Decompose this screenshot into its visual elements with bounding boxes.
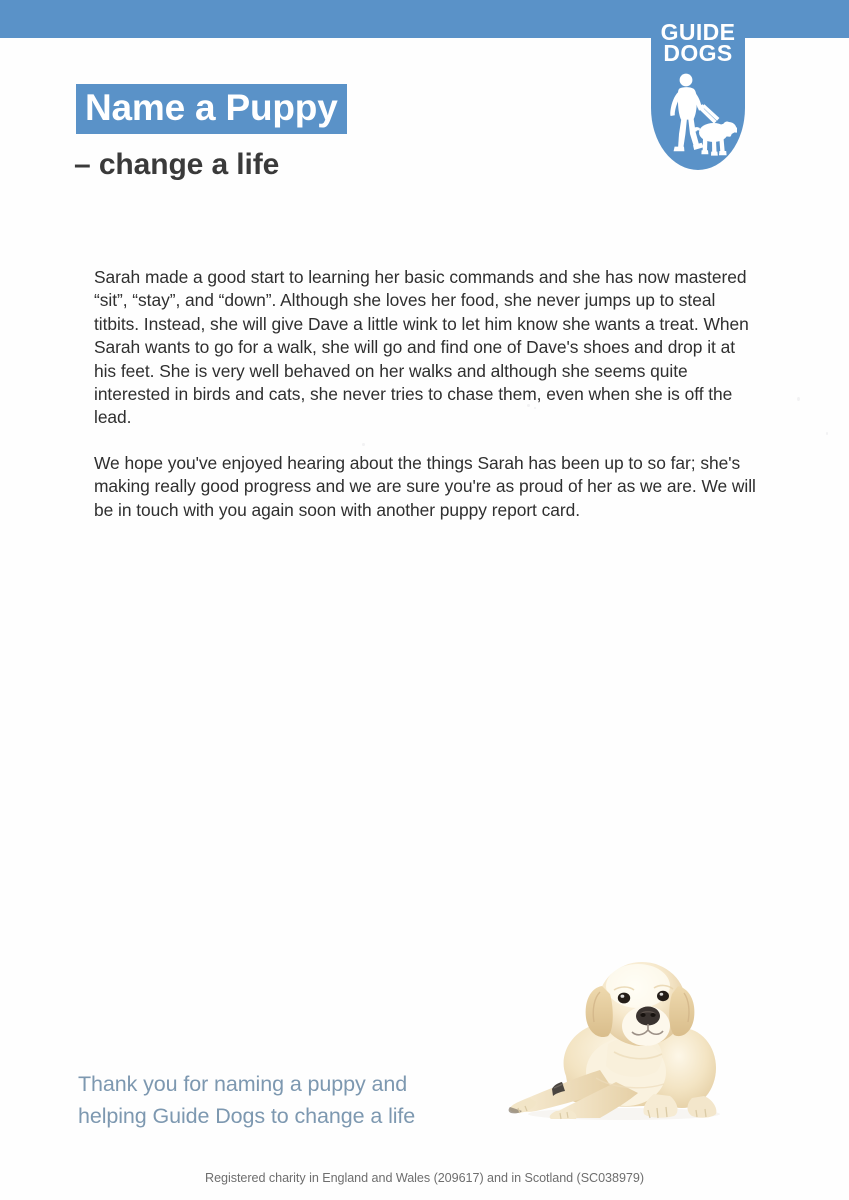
scan-speck (797, 397, 800, 401)
logo-wordmark-line2: DOGS (663, 40, 733, 66)
guide-dogs-logo (651, 0, 745, 170)
letter-paragraph: We hope you've enjoyed hearing about the things Sarah has been up to so far; she's making really good progress and we are sure you're as proud of her as we are. We will be in touch with you again soon with another puppy report card. (94, 452, 756, 520)
registered-charity-line: Registered charity in England and Wales (209617) and in Scotland (SC038979) (205, 1171, 644, 1185)
page-title (76, 84, 347, 134)
letter-body (94, 266, 760, 522)
scan-speck (527, 404, 530, 407)
puppy-photo (496, 948, 742, 1120)
page-title-highlight: Name a Puppy (76, 84, 347, 134)
logo-wordmark-line1: GUIDE (660, 19, 736, 45)
page-subtitle: – change a life (74, 148, 280, 181)
scan-speck (826, 432, 828, 435)
letter-paragraph: Sarah made a good start to learning her basic commands and she has now mastered “sit”, “stay”, and “down”. Although she loves her food, she never jumps up to steal titbits. Instead, she will give Dave a little wink to let him know she wants a treat. When Sarah wants to go for a walk, she will go and find one of Dave's shoes and drop it at his feet. She is very well behaved on her walks and although she seems quite interested in birds and cats, she never tries to chase them, even when she is off the lead. (94, 267, 749, 428)
scan-speck (534, 407, 536, 409)
guide-dog-figure-icon (659, 72, 737, 162)
thank-you-message (78, 1068, 508, 1132)
scan-speck (362, 443, 365, 446)
thank-you-line-1: Thank you for naming a puppy and (78, 1072, 408, 1096)
thank-you-line-2: helping Guide Dogs to change a life (78, 1104, 416, 1128)
logo-wordmark (651, 19, 745, 66)
